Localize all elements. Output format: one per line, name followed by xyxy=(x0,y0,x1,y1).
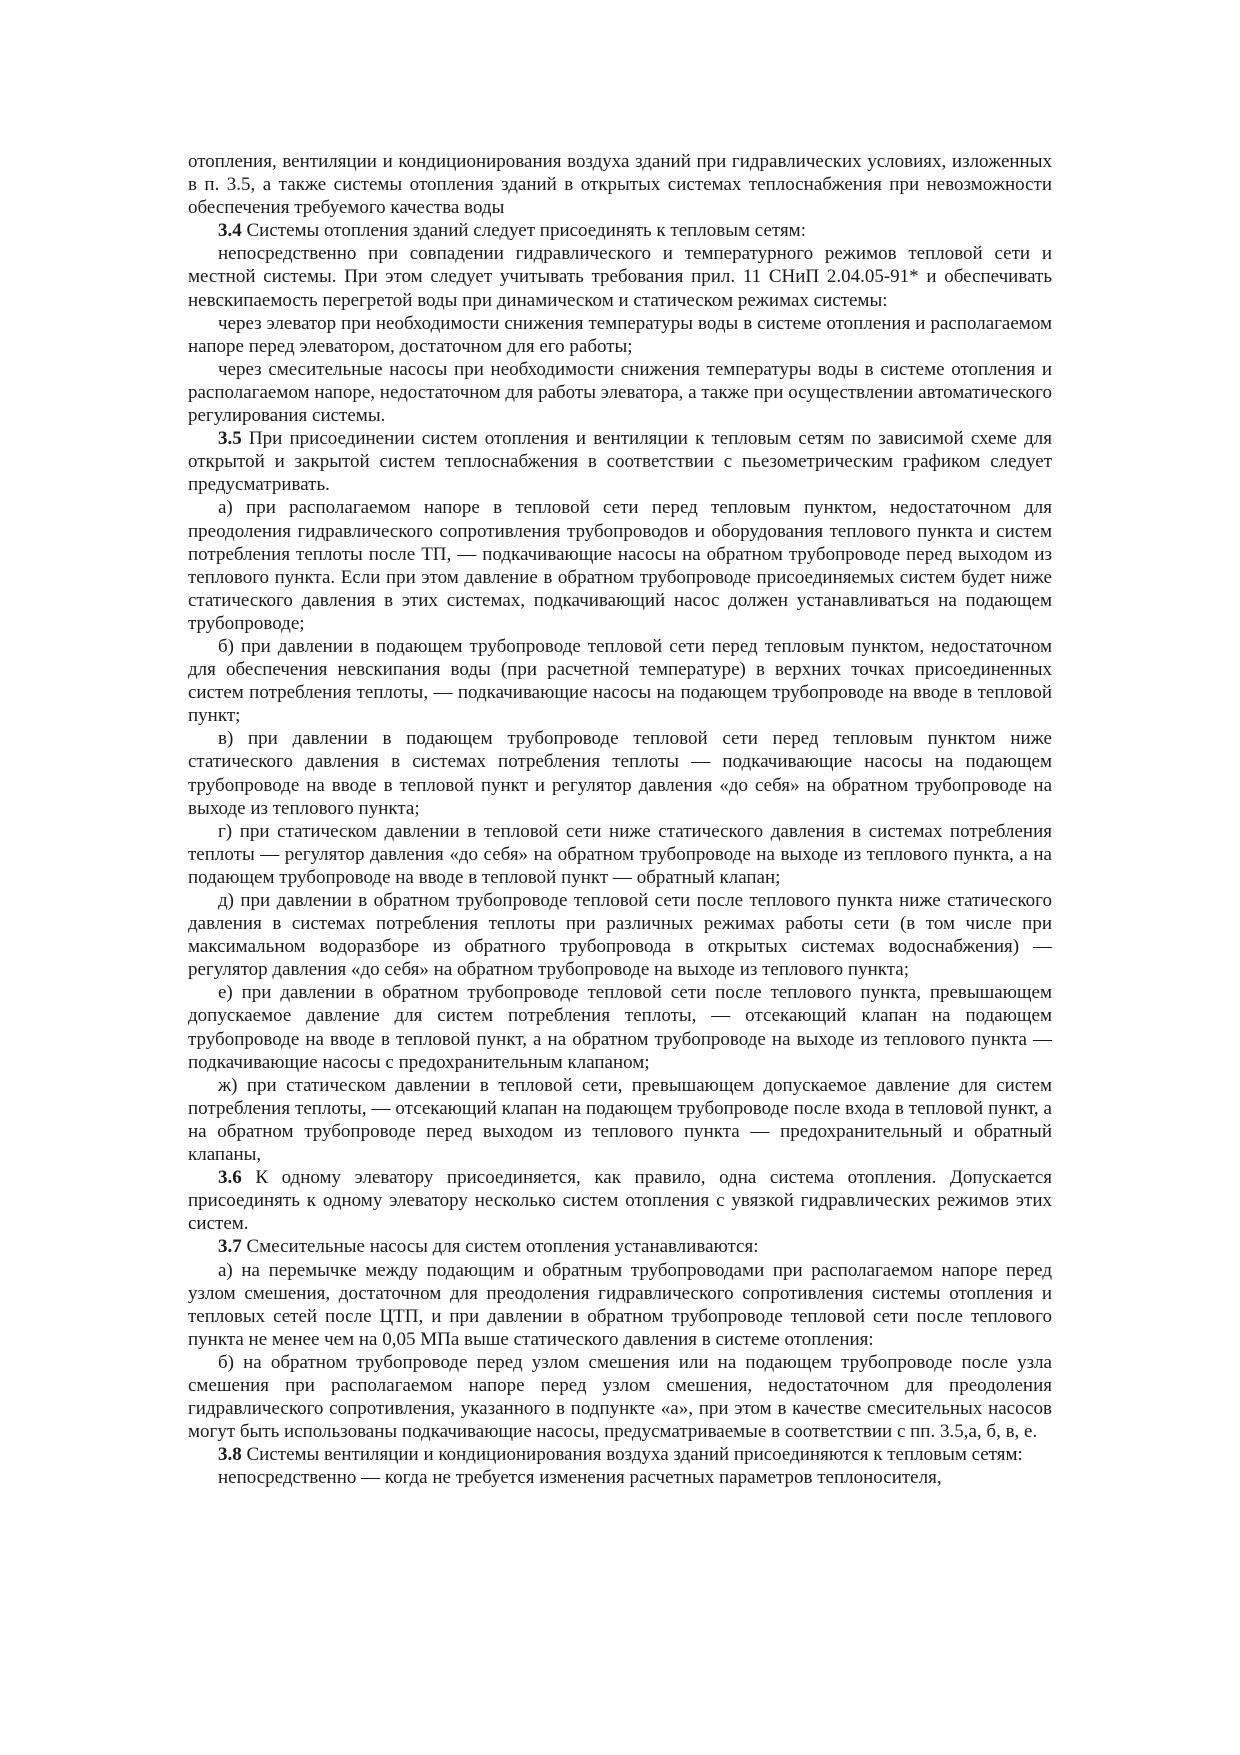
paragraph-text: непосредственно — когда не требуется изменения расчетных параметров теплоносителя, xyxy=(218,1467,942,1489)
paragraph-text: Смесительные насосы для систем отопления устанавливаются: xyxy=(241,1236,759,1258)
clause-3-7 xyxy=(188,1235,1052,1258)
paragraph-continuation xyxy=(188,150,1052,219)
paragraph-text: При присоединении систем отопления и вентиляции к тепловым сетям по зависимой схеме для открытой и закрытой систем теплоснабжения в соответствии с пьезометрическим графиком следует предусматривать. xyxy=(188,428,1052,496)
paragraph xyxy=(188,242,1052,311)
list-item-a xyxy=(188,1259,1052,1351)
list-item-e xyxy=(188,981,1052,1073)
clause-number: 3.6 xyxy=(218,1167,242,1189)
paragraph-text: ж) при статическом давлении в тепловой сети, превышающем допускаемое давление для систем потребления теплоты, — отсекающий клапан на подающем трубопроводе после входа в тепловой пункт, а на обратном трубопроводе перед выходом из теплового пункта — предохранительный и обратный клапаны, xyxy=(188,1074,1052,1166)
paragraph-text: г) при статическом давлении в тепловой сети ниже статического давления в системах потребления теплоты — регулятор давления «до себя» на обратном трубопроводе на выходе из теплового пункта, а на подающем трубопроводе на вводе в тепловой пункт — обратный клапан; xyxy=(188,820,1052,888)
clause-number: 3.5 xyxy=(218,428,242,450)
clause-number: 3.4 xyxy=(218,220,242,242)
document-page xyxy=(188,150,1052,1489)
clause-3-4 xyxy=(188,219,1052,242)
clause-number: 3.8 xyxy=(218,1444,242,1466)
list-item-d xyxy=(188,889,1052,981)
list-item-b xyxy=(188,635,1052,727)
paragraph-text: через элеватор при необходимости снижения температуры воды в системе отопления и располагаемом напоре перед элеватором, достаточном для его работы; xyxy=(188,312,1052,357)
paragraph-text: а) на перемычке между подающим и обратным трубопроводами при располагаемом напоре перед узлом смешения, достаточном для преодоления гидравлического сопротивления системы отопления и тепловых сетей после ЦТП, и при давлении в обратном трубопроводе тепловой сети после теплового пункта не менее чем на 0,05 МПа выше статического давления в системе отопления: xyxy=(188,1259,1052,1350)
paragraph xyxy=(188,358,1052,427)
paragraph-text: б) при давлении в подающем трубопроводе тепловой сети перед тепловым пунктом, недостаточном для обеспечения невскипания воды (при расчетной температуре) в верхних точках присоединенных систем потребления теплоты, — подкачивающие насосы на подающем трубопроводе на вводе в тепловой пункт; xyxy=(188,635,1052,727)
clause-number: 3.7 xyxy=(218,1236,242,1258)
paragraph-text: б) на обратном трубопроводе перед узлом смешения или на подающем трубопроводе после узла смешения при располагаемом напоре перед узлом смешения, недостаточном для преодоления гидравлического сопротивления, указанного в подпункте «а», при этом в качестве смесительных насосов могут быть использованы подкачивающие насосы, предусматриваемые в соответствии с пп. 3.5,а, б, в, е. xyxy=(188,1351,1052,1443)
paragraph-text: д) при давлении в обратном трубопроводе тепловой сети после теплового пункта ниже статического давления в системах потребления теплоты при различных режимах работы сети (в том числе при максимальном водоразборе из обратного трубопровода в открытых системах водоснабжения) — регулятор давления «до себя» на обратном трубопроводе на выходе из теплового пункта; xyxy=(188,890,1052,981)
paragraph-text: Системы отопления зданий следует присоединять к тепловым сетям: xyxy=(241,220,806,242)
paragraph-text: Системы вентиляции и кондиционирования воздуха зданий присоединяются к тепловым сетям: xyxy=(241,1444,1023,1466)
list-item-v xyxy=(188,727,1052,819)
clause-3-6 xyxy=(188,1166,1052,1235)
paragraph-text: в) при давлении в подающем трубопроводе тепловой сети перед тепловым пунктом ниже статического давления в системах потребления теплоты — подкачивающие насосы на подающем трубопроводе на вводе в тепловой пункт и регулятор давления «до себя» на обратном трубопроводе на выходе из теплового пункта; xyxy=(188,728,1052,819)
paragraph-text: отопления, вентиляции и кондиционирования воздуха зданий при гидравлических условиях, изложенных в п. 3.5, а также системы отопления зданий в открытых системах теплоснабжения при невозможности обеспечения требуемого качества воды xyxy=(188,151,1052,219)
paragraph-text: К одному элеватору присоединяется, как правило, одна система отопления. Допускается присоединять к одному элеватору несколько систем отопления с увязкой гидравлических режимов этих систем. xyxy=(188,1167,1052,1235)
list-item-g xyxy=(188,820,1052,889)
paragraph xyxy=(188,312,1052,358)
paragraph-text: непосредственно при совпадении гидравлического и температурного режимов тепловой сети и местной системы. При этом следует учитывать требования прил. 11 СНиП 2.04.05-91* и обеспечивать невскипаемость перегретой воды при динамическом и статическом режимах системы: xyxy=(188,243,1052,311)
clause-3-8 xyxy=(188,1443,1052,1466)
clause-3-5 xyxy=(188,427,1052,496)
paragraph-text: через смесительные насосы при необходимости снижения температуры воды в системе отопления и располагаемом напоре, недостаточном для работы элеватора, а также при осуществлении автоматического регулирования системы. xyxy=(188,358,1052,427)
paragraph xyxy=(188,1466,1052,1489)
paragraph-text: а) при располагаемом напоре в тепловой сети перед тепловым пунктом, недостаточном для преодоления гидравлического сопротивления трубопроводов и оборудования теплового пункта и систем потребления теплоты после ТП, — подкачивающие насосы на обратном трубопроводе перед выходом из теплового пункта. Если при этом давление в обратном трубопроводе присоединяемых систем будет ниже статического давления в этих системах, подкачивающий насос должен устанавливаться на подающем трубопроводе; xyxy=(188,497,1052,634)
list-item-b xyxy=(188,1351,1052,1443)
paragraph-text: е) при давлении в обратном трубопроводе тепловой сети после теплового пункта, превышающем допускаемое давление для систем потребления теплоты, — отсекающий клапан на подающем трубопроводе на вводе в тепловой пункт, а на обратном трубопроводе на выходе из теплового пункта — подкачивающие насосы с предохранительным клапаном; xyxy=(188,982,1052,1073)
list-item-zh xyxy=(188,1074,1052,1166)
list-item-a xyxy=(188,496,1052,635)
